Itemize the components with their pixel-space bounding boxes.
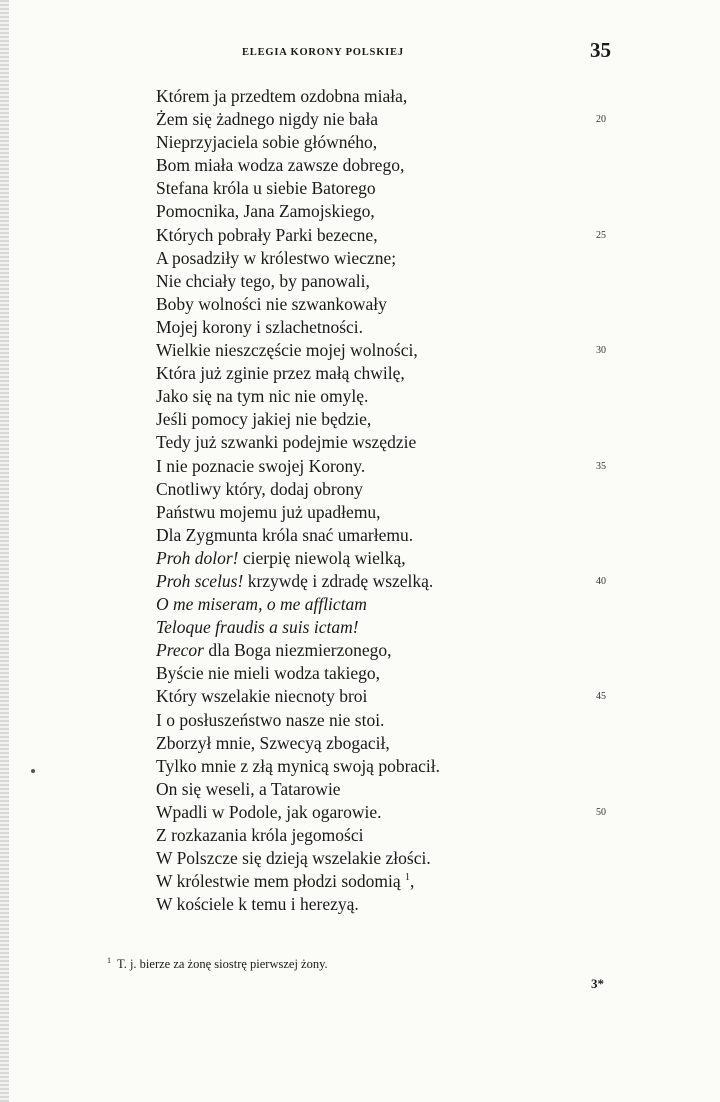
verse-text: cierpię niewolą wielką, <box>238 547 406 568</box>
verse-text: Mojej korony i szlachetności. <box>156 316 364 337</box>
verse-line <box>156 385 626 408</box>
verse-line <box>156 524 626 547</box>
verse-line <box>156 801 626 824</box>
latin-phrase: Proh dolor! <box>156 547 239 568</box>
verse-line <box>156 85 626 108</box>
verse-line <box>156 709 626 732</box>
verse-text: Boby wolności nie szwankowały <box>156 293 387 314</box>
verse-text: Z rozkazania króla jegomości <box>156 825 364 845</box>
verse-text: On się weseli, a Tatarowie <box>156 778 341 799</box>
verse-line <box>156 293 626 316</box>
verse-line <box>156 431 626 454</box>
verse-text: Nie chciały tego, by panowali, <box>156 270 370 291</box>
verse-text: Byście nie mieli wodza takiego, <box>156 663 381 684</box>
verse-text: krzywdę i zdradę wszelką. <box>243 570 434 591</box>
latin-phrase: Proh scelus! <box>156 570 244 591</box>
latin-phrase: Precor <box>156 640 204 661</box>
verse-text: Stefana króla u siebie Batorego <box>156 178 376 199</box>
line-number: 25 <box>596 229 606 241</box>
verse-line <box>156 501 626 524</box>
verse-line <box>156 893 626 916</box>
footnote-marker: 1 <box>107 956 111 965</box>
verse-text: W kościele k temu i herezyą. <box>156 894 359 915</box>
footnote-reference: 1 <box>405 872 411 884</box>
verse-text: Jeśli pomocy jakiej nie będzie, <box>156 409 372 430</box>
footnote-text: T. j. bierze za żonę siostrę pierwszej żony. <box>117 957 328 972</box>
verse-punctuation: , <box>410 871 415 892</box>
verse-text: Zborzył mnie, Szwecyą zbogacił, <box>156 732 390 753</box>
verse-text: Żem się żadnego nigdy nie bała <box>156 109 379 130</box>
latin-phrase: O me miseram, o me afflictam <box>156 594 367 615</box>
verse-text: W Polszcze się dzieją wszelakie złości. <box>156 848 431 869</box>
verse-line <box>156 200 626 223</box>
verse-text: Która już zginie przez małą chwilę, <box>156 363 405 384</box>
stray-ink-dot <box>31 769 35 773</box>
verse-line <box>156 270 626 293</box>
verse-line <box>156 778 626 801</box>
page-number: 35 <box>590 38 611 62</box>
scanned-page-edge <box>0 0 9 1102</box>
latin-phrase: Teloque fraudis a suis ictam! <box>156 617 359 638</box>
verse-text: I nie poznacie swojej Korony. <box>156 455 366 476</box>
line-number: 50 <box>596 806 606 818</box>
verse-text: Jako się na tym nic nie omylę. <box>156 386 369 407</box>
verse-text: A posadziły w królestwo wieczne; <box>156 247 397 268</box>
line-number: 35 <box>596 460 606 472</box>
verse-line <box>156 593 626 616</box>
verse-line <box>156 154 626 177</box>
verse-line <box>156 408 626 431</box>
verse-text: dla Boga niezmierzonego, <box>203 640 392 661</box>
verse-line <box>156 224 626 247</box>
printer-signature-mark: 3* <box>591 976 604 991</box>
verse-line <box>156 108 626 131</box>
running-title: ELEGIA KORONY POLSKIEJ <box>242 47 404 58</box>
verse-text: Tedy już szwanki podejmie wszędzie <box>156 432 417 453</box>
verse-line <box>156 847 626 870</box>
verse-line <box>156 870 626 893</box>
verse-text: I o posłuszeństwo nasze nie stoi. <box>156 709 385 730</box>
verse-text: Cnotliwy który, dodaj obrony <box>156 478 363 499</box>
verse-line <box>156 732 626 755</box>
verse-line <box>156 639 626 662</box>
verse-text: Państwu mojemu już upadłemu, <box>156 501 381 522</box>
verse-line <box>156 616 626 639</box>
verse-line <box>156 547 626 570</box>
verse-text: Którem ja przedtem ozdobna miała, <box>156 86 408 106</box>
line-number: 40 <box>596 575 606 587</box>
verse-line <box>156 455 626 478</box>
verse-line <box>156 247 626 270</box>
verse-line <box>156 177 626 200</box>
footnote <box>107 956 328 972</box>
verse-line <box>156 755 626 778</box>
verse-text: Dla Zygmunta króla snać umarłemu. <box>156 524 414 545</box>
verse-text: Wielkie nieszczęście mojej wolności, <box>156 340 418 361</box>
poem-text <box>156 85 626 916</box>
verse-line <box>156 131 626 154</box>
verse-text: Tylko mnie z złą mynicą swoją pobracił. <box>156 755 441 776</box>
line-number: 20 <box>596 114 606 126</box>
verse-line <box>156 824 626 847</box>
verse-text: Wpadli w Podole, jak ogarowie. <box>156 801 382 822</box>
verse-text: Których pobrały Parki bezecne, <box>156 224 378 245</box>
verse-text: Nieprzyjaciela sobie główného, <box>156 132 378 153</box>
line-number: 45 <box>596 691 606 703</box>
verse-line <box>156 478 626 501</box>
verse-line <box>156 316 626 339</box>
verse-text: Który wszelakie niecnoty broi <box>156 686 368 707</box>
line-number: 30 <box>596 345 606 357</box>
verse-line <box>156 362 626 385</box>
verse-line <box>156 662 626 685</box>
verse-line <box>156 570 626 593</box>
verse-text: Bom miała wodza zawsze dobrego, <box>156 155 405 176</box>
verse-line <box>156 339 626 362</box>
verse-text: W królestwie mem płodzi sodomią <box>156 871 406 892</box>
verse-line <box>156 685 626 708</box>
verse-text: Pomocnika, Jana Zamojskiego, <box>156 201 375 222</box>
